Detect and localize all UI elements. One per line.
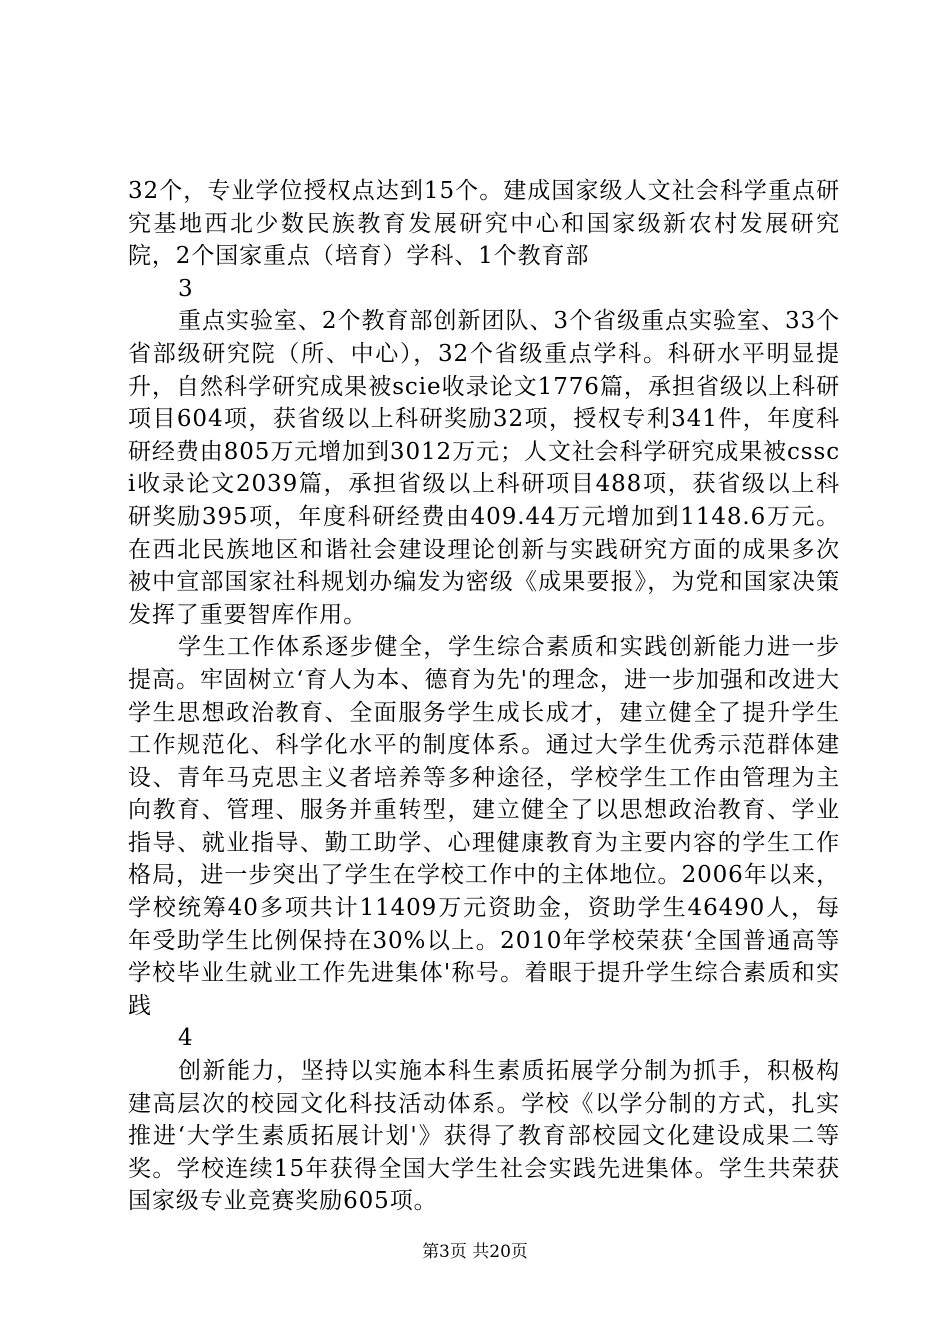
page-footer: 第3页 共20页 <box>422 1242 528 1262</box>
paragraph-continuation: 32个，专业学位授权点达到15个。建成国家级人文社会科学重点研究基地西北少数民族教育发展研究中心和国家级新农村发展研究院，2个国家重点（培育）学科、1个教育部 <box>128 178 840 270</box>
paragraph-innovation: 创新能力，坚持以实施本科生素质拓展学分制为抓手，积极构建高层次的校园文化科技活动体系。学校《以学分制的方式，扎实推进‘大学生素质拓展计划'》获得了教育部校园文化建设成果二等奖。学校连续15年获得全国大学生社会实践先进集体。学生共荣获国家级专业竞赛奖励605项。 <box>128 1058 840 1215</box>
paragraph-student-work: 学生工作体系逐步健全，学生综合素质和实践创新能力进一步提高。牢固树立‘育人为本、德育为先'的理念，进一步加强和改进大学生思想政治教育、全面服务学生成长成才，建立健全了提升学生工作规范化、科学化水平的制度体系。通过大学生优秀示范群体建设、青年马克思主义者培养等多种途径，学校学生工作由管理为主向教育、管理、服务并重转型，建立健全了以思想政治教育、学业指导、就业指导、勤工助学、心理健康教育为主要内容的学生工作格局，进一步突出了学生在学校工作中的主体地位。2006年以来，学校统筹40多项共计11409万元资助金，资助学生46490人，每年受助学生比例保持在30%以上。2010年学校荣获‘全国普通高等学校毕业生就业工作先进集体'称号。着眼于提升学生综合素质和实践 <box>128 634 840 1019</box>
document-body <box>128 175 840 1218</box>
page-marker: 4 <box>178 1025 193 1052</box>
paragraph-research: 重点实验室、2个教育部创新团队、3个省级重点实验室、33个省部级研究院（所、中心），32个省级重点学科。科研水平明显提升，自然科学研究成果被scie收录论文1776篇，承担省级以上科研项目604项，获省级以上科研奖励32项，授权专利341件，年度科研经费由805万元增加到3012万元；人文社会科学研究成果被cssci收录论文2039篇，承担省级以上科研项目488项，获省级以上科研奖励395项，年度科研经费由409.44万元增加到1148.6万元。在西北民族地区和谐社会建设理论创新与实践研究方面的成果多次被中宣部国家社科规划办编发为密级《成果要报》，为党和国家决策发挥了重要智库作用。 <box>128 308 840 628</box>
page-marker: 3 <box>178 275 193 302</box>
